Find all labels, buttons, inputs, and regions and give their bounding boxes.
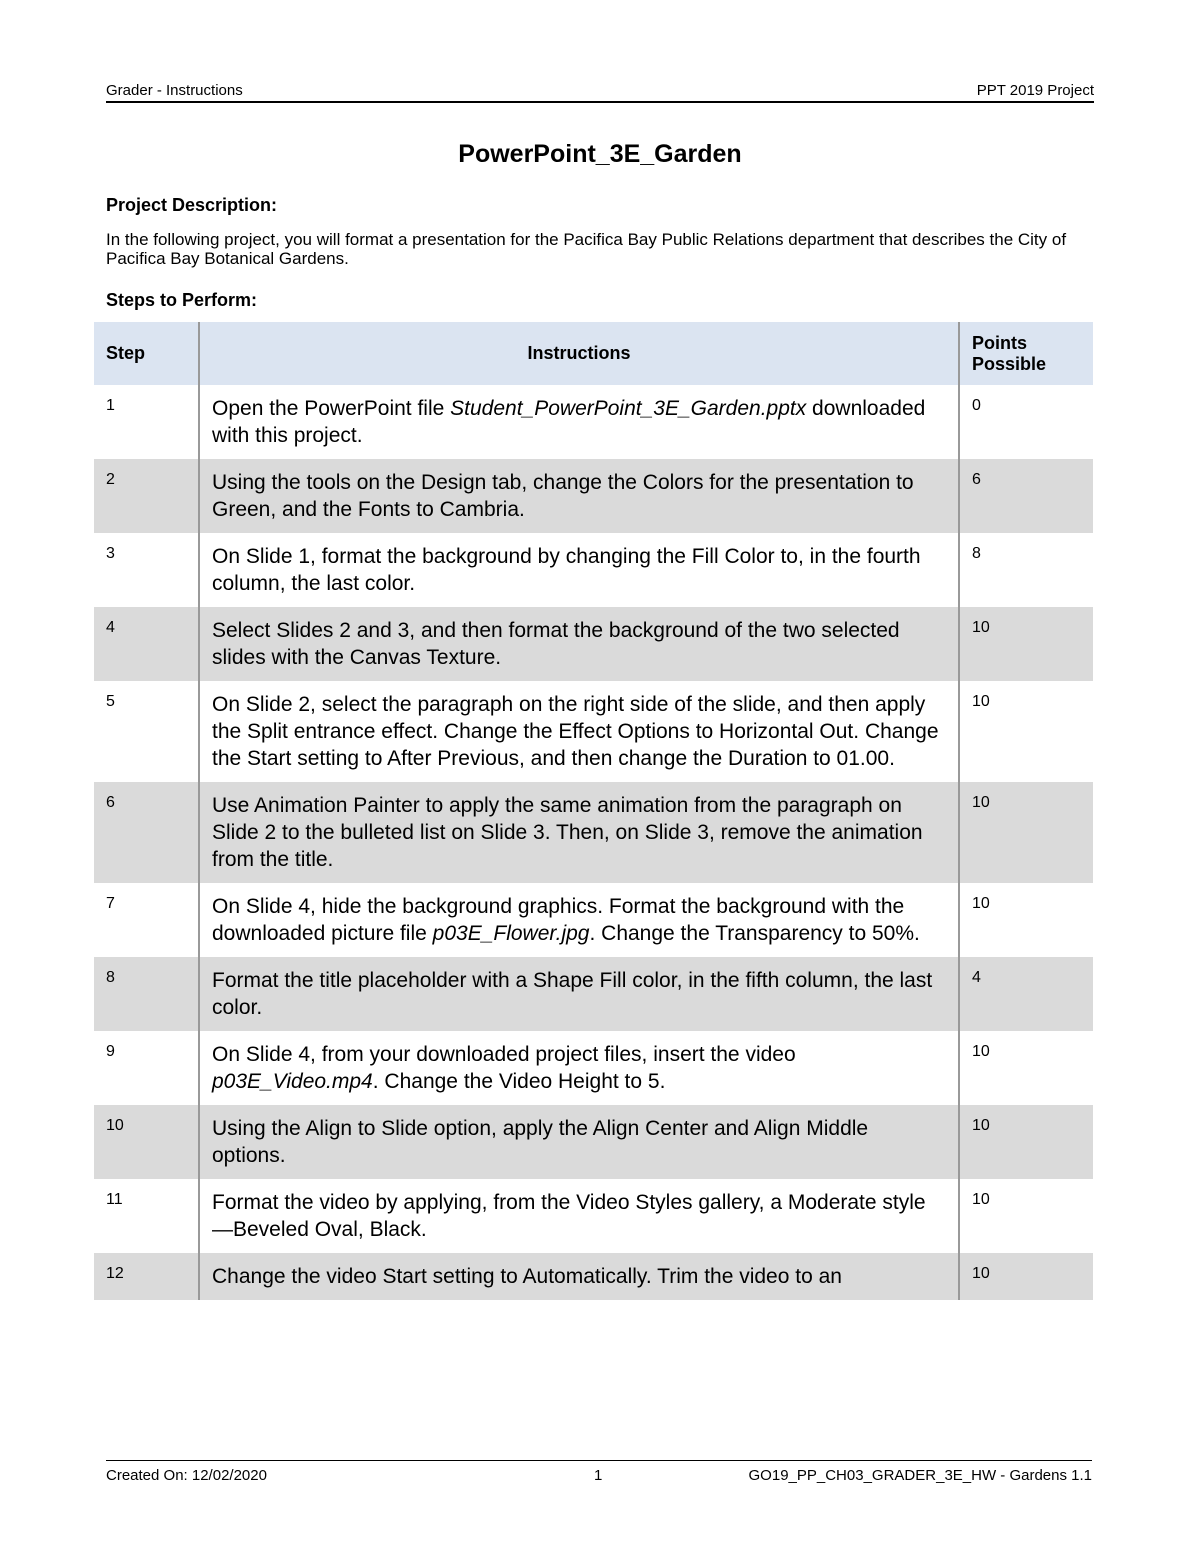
step-number: 11 xyxy=(94,1179,199,1253)
header-step: Step xyxy=(94,322,199,385)
instruction-filename: Student_PowerPoint_3E_Garden.pptx xyxy=(450,397,807,420)
table-row xyxy=(94,957,1093,1031)
table-row xyxy=(94,607,1093,681)
instruction-text: Using the Align to Slide option, apply the Align Center and Align Middle options. xyxy=(212,1117,869,1167)
page-header xyxy=(106,82,1094,103)
instruction-text: On Slide 2, select the paragraph on the right side of the slide, and then apply the Split entrance effect. Change the Effect Options to Horizontal Out. Change the Start setting to After Previous, and then change the Duration to 01.00. xyxy=(212,693,939,770)
step-instruction xyxy=(199,1105,959,1179)
table-row xyxy=(94,459,1093,533)
points-possible: 10 xyxy=(959,1253,1093,1300)
table-row xyxy=(94,533,1093,607)
table-row xyxy=(94,1179,1093,1253)
step-instruction xyxy=(199,1179,959,1253)
step-number: 7 xyxy=(94,883,199,957)
points-possible: 10 xyxy=(959,1031,1093,1105)
step-instruction xyxy=(199,385,959,459)
step-instruction xyxy=(199,957,959,1031)
step-number: 4 xyxy=(94,607,199,681)
step-instruction xyxy=(199,1031,959,1105)
step-instruction xyxy=(199,607,959,681)
document-title: PowerPoint_3E_Garden xyxy=(458,140,742,168)
instruction-filename: p03E_Video.mp4 xyxy=(212,1070,373,1093)
header-left-text: Grader - Instructions xyxy=(106,82,243,99)
instruction-text: . Change the Video Height to 5. xyxy=(372,1070,666,1093)
points-possible: 10 xyxy=(959,681,1093,782)
points-possible: 10 xyxy=(959,1179,1093,1253)
footer-page-number: 1 xyxy=(594,1467,603,1484)
table-row xyxy=(94,1253,1093,1300)
steps-table xyxy=(94,322,1093,1300)
table-row xyxy=(94,782,1093,883)
steps-table-body xyxy=(94,385,1093,1300)
step-number: 6 xyxy=(94,782,199,883)
points-possible: 10 xyxy=(959,1105,1093,1179)
points-possible: 6 xyxy=(959,459,1093,533)
footer-created-date: Created On: 12/02/2020 xyxy=(106,1467,267,1484)
instruction-text: On Slide 1, format the background by changing the Fill Color to, in the fourth column, the last color. xyxy=(212,545,921,595)
points-possible: 10 xyxy=(959,883,1093,957)
page-footer xyxy=(106,1460,1092,1485)
step-number: 9 xyxy=(94,1031,199,1105)
instruction-text: Select Slides 2 and 3, and then format the background of the two selected slides with the Canvas Texture. xyxy=(212,619,900,669)
instruction-text: . Change the Transparency to 50%. xyxy=(589,922,920,945)
table-row xyxy=(94,1105,1093,1179)
step-number: 5 xyxy=(94,681,199,782)
step-instruction xyxy=(199,782,959,883)
step-number: 1 xyxy=(94,385,199,459)
points-possible: 10 xyxy=(959,782,1093,883)
instruction-text: Open the PowerPoint file xyxy=(212,397,451,420)
header-instructions: Instructions xyxy=(199,322,959,385)
step-number: 8 xyxy=(94,957,199,1031)
instruction-text: Use Animation Painter to apply the same animation from the paragraph on Slide 2 to the bulleted list on Slide 3. Then, on Slide 3, remove the animation from the title. xyxy=(212,794,923,871)
step-instruction xyxy=(199,681,959,782)
project-description-label: Project Description: xyxy=(106,195,278,215)
instruction-text: Using the tools on the Design tab, change the Colors for the presentation to Green, and the Fonts to Cambria. xyxy=(212,471,914,521)
project-description-text: In the following project, you will format a presentation for the Pacifica Bay Public Relations department that describes the City of Pacifica Bay Botanical Gardens. xyxy=(106,230,1067,268)
footer-document-id: GO19_PP_CH03_GRADER_3E_HW - Gardens 1.1 xyxy=(748,1467,1092,1484)
points-possible: 4 xyxy=(959,957,1093,1031)
table-row xyxy=(94,385,1093,459)
step-number: 12 xyxy=(94,1253,199,1300)
table-row xyxy=(94,681,1093,782)
instruction-filename: p03E_Flower.jpg xyxy=(432,922,590,945)
header-right-text: PPT 2019 Project xyxy=(976,82,1094,99)
points-possible: 8 xyxy=(959,533,1093,607)
step-instruction xyxy=(199,533,959,607)
instruction-text: downloaded with this project. xyxy=(212,397,926,447)
step-instruction xyxy=(199,459,959,533)
instruction-text: Format the video by applying, from the Video Styles gallery, a Moderate style—Beveled Oval, Black. xyxy=(212,1191,926,1241)
instruction-text: On Slide 4, hide the background graphics. Format the background with the downloaded picture file xyxy=(212,895,905,945)
step-number: 3 xyxy=(94,533,199,607)
instruction-text: Change the video Start setting to Automatically. Trim the video to an xyxy=(212,1265,842,1288)
step-number: 10 xyxy=(94,1105,199,1179)
step-instruction xyxy=(199,883,959,957)
instruction-text: On Slide 4, from your downloaded project files, insert the video xyxy=(212,1043,796,1066)
step-number: 2 xyxy=(94,459,199,533)
steps-label: Steps to Perform: xyxy=(106,290,258,310)
step-instruction xyxy=(199,1253,959,1300)
table-row xyxy=(94,883,1093,957)
table-header-row xyxy=(94,322,1093,385)
points-possible: 0 xyxy=(959,385,1093,459)
table-row xyxy=(94,1031,1093,1105)
points-possible: 10 xyxy=(959,607,1093,681)
instruction-text: Format the title placeholder with a Shape Fill color, in the fifth column, the last color. xyxy=(212,969,933,1019)
header-points: Points Possible xyxy=(959,322,1093,385)
